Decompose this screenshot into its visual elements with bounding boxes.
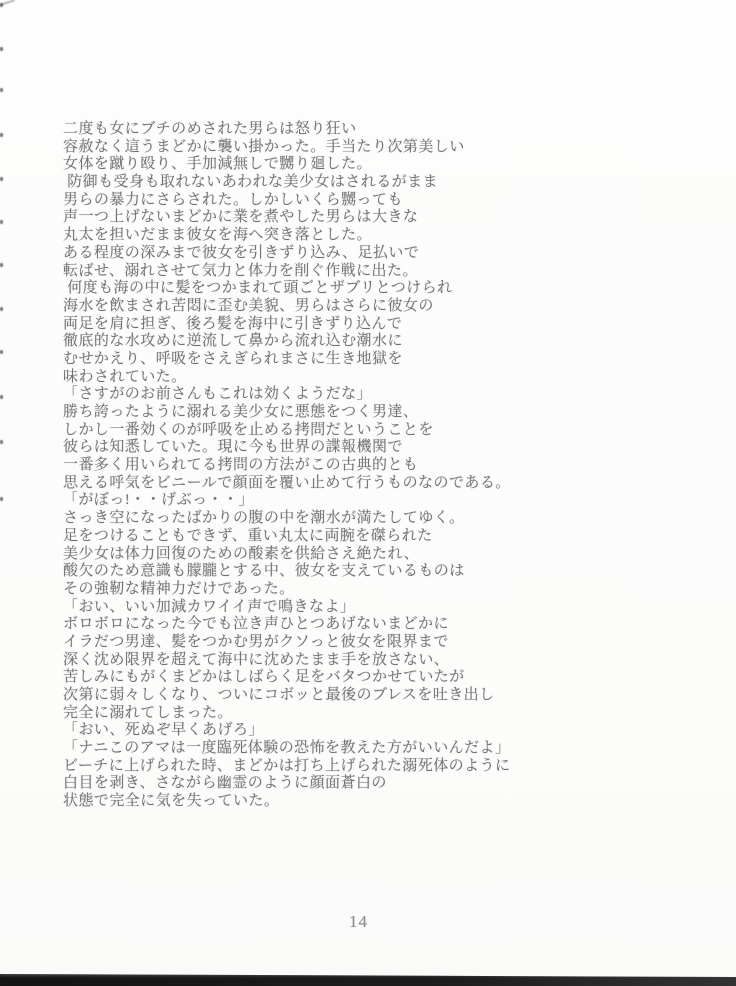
scan-edge-artifact bbox=[0, 973, 736, 986]
body-text bbox=[63, 121, 623, 811]
text-line: 「がぼっ!・・げぶっ・・」 bbox=[63, 492, 254, 509]
text-line: 味わされていた。 bbox=[63, 368, 187, 385]
text-line: 一番多く用いられてる拷問の方法がこの古典的とも bbox=[63, 457, 419, 474]
scan-speck-artifact bbox=[0, 307, 3, 311]
text-line: 酸欠のため意識も朦朧とする中、彼女を支えているものは bbox=[63, 563, 465, 580]
text-line: 防御も受身も取れないあわれな美少女はされるがまま bbox=[63, 174, 439, 191]
text-line: 彼らは知悉していた。現に今も世界の諜報機関で bbox=[63, 439, 403, 456]
scan-speck-artifact bbox=[0, 395, 3, 399]
scan-speck-artifact bbox=[0, 3, 3, 7]
text-line: その強靭な精神力だけであった。 bbox=[63, 580, 295, 597]
scan-speck-artifact bbox=[0, 47, 3, 51]
scan-speck-artifact bbox=[0, 177, 3, 181]
scan-speck-artifact bbox=[0, 88, 3, 92]
text-line: さっき空になったばかりの腹の中を潮水が満たしてゆく。 bbox=[63, 510, 465, 527]
text-line: ボロボロになった今でも泣き声ひとつあげないまどかに bbox=[63, 616, 449, 633]
text-line: むせかえり、呼吸をさえぎられまさに生き地獄を bbox=[63, 350, 403, 367]
scan-speck-artifact bbox=[0, 133, 3, 137]
text-line: 何度も海の中に髪をつかまれて頭ごとザブリとつけられ bbox=[63, 280, 453, 297]
text-line: 二度も女にブチのめされた男らは怒り狂い bbox=[63, 121, 357, 137]
text-line: 「さすがのお前さんもこれは効くようだな」 bbox=[63, 386, 373, 403]
text-line: 徹底的な水攻めに逆流して鼻から流れ込む潮水に bbox=[63, 333, 403, 350]
scan-speck-artifact bbox=[0, 440, 3, 444]
text-line: 男らの暴力にさらされた。しかしいくら嬲っても bbox=[63, 191, 403, 208]
text-line: 女体を蹴り殴り、手加減無しで嬲り廻した。 bbox=[63, 156, 373, 173]
text-line: イラだつ男達、髪をつかむ男がクソっと彼女を限界まで bbox=[63, 633, 449, 650]
scan-speck-artifact bbox=[0, 263, 3, 267]
text-line: 状態で完全に気を失っていた。 bbox=[63, 793, 280, 810]
text-line: 深く沈め限界を超えて海中に沈めたまま手を放さない、 bbox=[63, 651, 450, 668]
text-line: 丸太を担いだまま彼女を海へ突き落とした。 bbox=[63, 227, 373, 244]
text-line: 「おい、いい加減カワイイ声で鳴きなよ」 bbox=[63, 598, 356, 615]
text-line: ある程度の深みまで彼女を引きずり込み、足払いで bbox=[63, 244, 420, 261]
scan-speck-artifact bbox=[0, 497, 3, 501]
text-line: 海水を飲まされ苦悶に歪む美貌、男らはさらに彼女の bbox=[63, 297, 434, 314]
text-line: 声一つ上げないまどかに業を煮やした男らは大きな bbox=[63, 209, 419, 226]
scan-speck-artifact bbox=[0, 350, 3, 354]
text-line: 次第に弱々しくなり、ついにコボッと最後のブレスを吐き出し bbox=[63, 687, 495, 703]
text-line: 完全に溺れてしまった。 bbox=[63, 704, 233, 721]
text-line: ビーチに上げられた時、まどかは打ち上げられた溺死体のように bbox=[63, 757, 511, 774]
text-line: 白目を剥き、さながら幽霊のように顔面蒼白の bbox=[63, 775, 387, 792]
text-line: 勝ち誇ったように溺れる美少女に悪態をつく男達、 bbox=[63, 404, 419, 420]
scan-speck-artifact bbox=[0, 220, 3, 224]
text-line: 容赦なく這うまどかに襲い掛かった。手当たり次第美しい bbox=[63, 138, 465, 155]
text-line: 足をつけることもできず、重い丸太に両腕を磔られた bbox=[63, 527, 433, 544]
text-line: しかし一番効くのが呼吸を止める拷問だということを bbox=[63, 421, 434, 438]
page-number: 14 bbox=[349, 912, 368, 931]
text-line: 転ばせ、溺れさせて気力と体力を削ぐ作戦に出た。 bbox=[63, 262, 418, 279]
text-line: 「おい、死ぬぞ早くあげろ」 bbox=[63, 722, 264, 739]
text-line: 思える呼気をビニールで顔面を覆い止めて行うものなのである。 bbox=[63, 474, 511, 491]
text-line: 美少女は体力回復のための酸素を供給さえ絶たれ、 bbox=[63, 545, 420, 562]
text-line: 苦しみにもがくまどかはしばらく足をバタつかせていたが bbox=[63, 669, 465, 686]
text-line: 両足を肩に担ぎ、後ろ髪を海中に引きずり込んで bbox=[63, 315, 403, 332]
text-line: 「ナニこのアマは一度臨死体験の恐怖を教えた方がいいんだよ」 bbox=[63, 740, 511, 757]
